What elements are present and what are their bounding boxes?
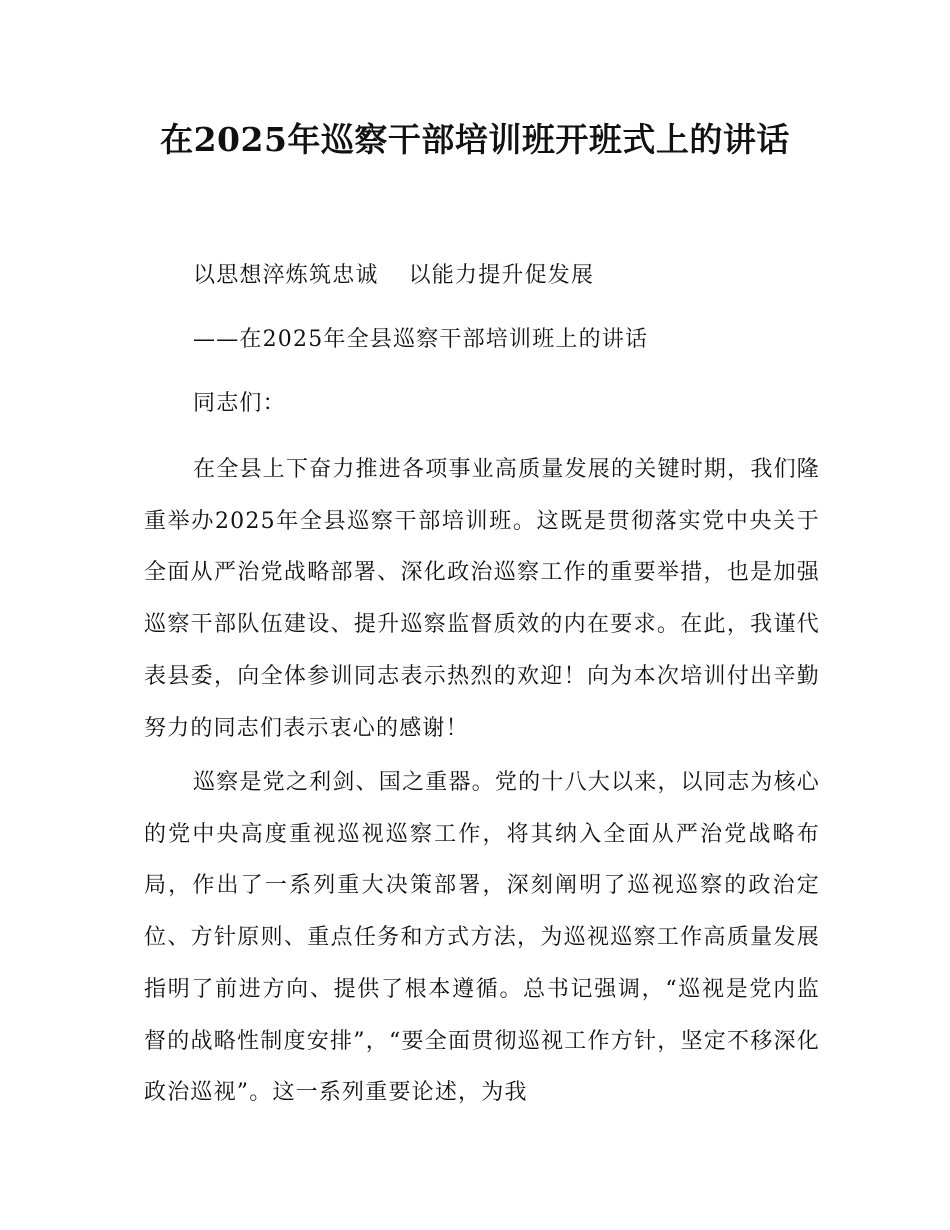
- document-title: 在2025年巡察干部培训班开班式上的讲话: [160, 120, 790, 159]
- speech-subtitle: [193, 250, 594, 302]
- paragraph: 在全县上下奋力推进各项事业高质量发展的关键时期，我们隆重举办2025年全县巡察干部培训班。这既是贯彻落实党中央关于全面从严治党战略部署、深化政治巡察工作的重要举措，也是加强巡察干部队伍建设、提升巡察监督质效的内在要求。在此，我谨代表县委，向全体参训同志表示热烈的欢迎！向为本次培训付出辛勤努力的同志们表示衷心的感谢！: [144, 457, 820, 741]
- paragraph: 巡察是党之利剑、国之重器。党的十八大以来，以同志为核心的党中央高度重视巡视巡察工作，将其纳入全面从严治党战略布局，作出了一系列重大决策部署，深刻阐明了巡视巡察的政治定位、方针原则、重点任务和方式方法，为巡视巡察工作高质量发展指明了前进方向、提供了根本遵循。总书记强调，“巡视是党内监督的战略性制度安排”，“要全面贯彻巡视工作方针，坚定不移深化政治巡视”。这一系列重要论述，为我: [144, 770, 820, 1106]
- speech-subheading: ——在2025年全县巡察干部培训班上的讲话: [193, 327, 649, 352]
- subtitle-part-2: 以能力提升促发展: [408, 263, 595, 288]
- subtitle-part-1: 以思想淬炼筑忠诚: [193, 263, 379, 288]
- salutation: 同志们：: [193, 391, 286, 416]
